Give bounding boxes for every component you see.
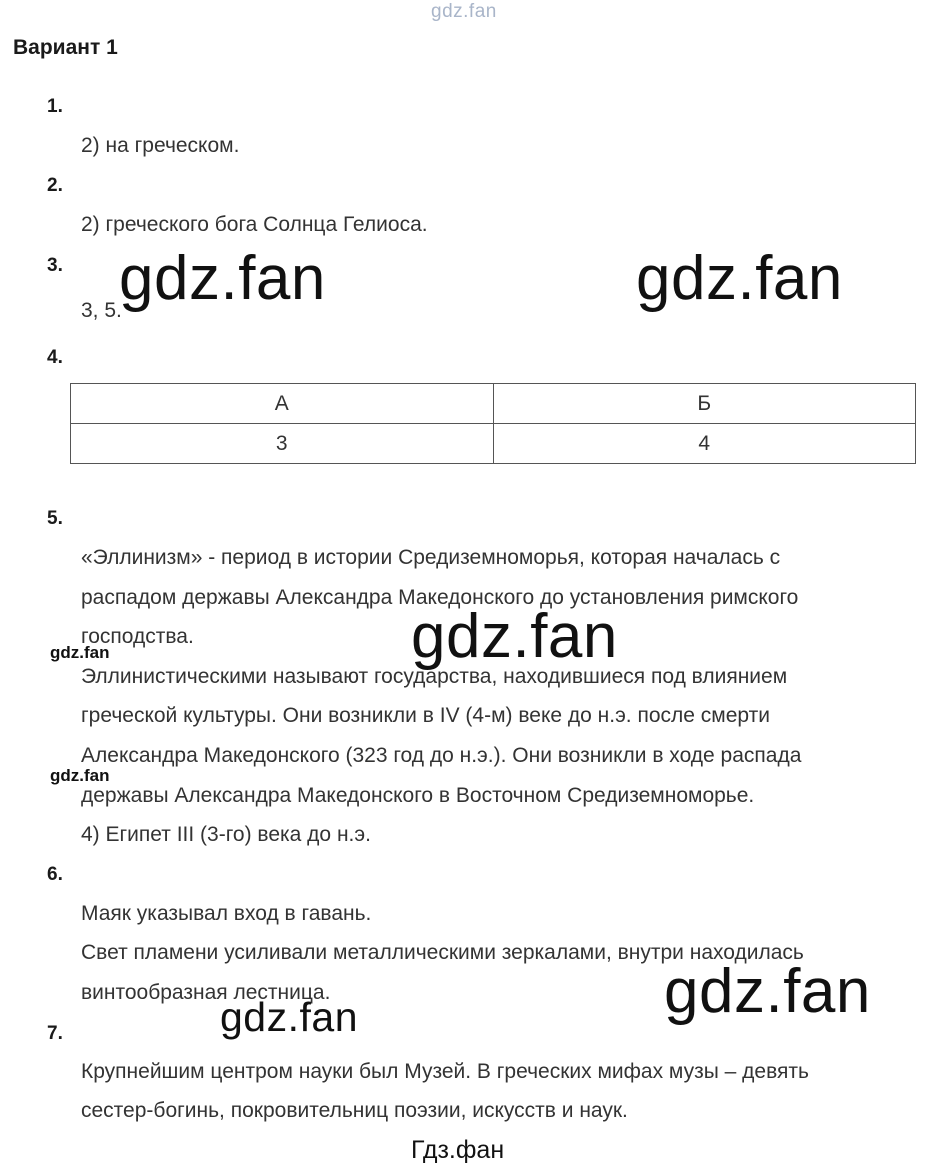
question-5-line: распадом державы Александра Македонского до установления римского bbox=[81, 586, 799, 609]
question-5-line: господства. bbox=[81, 625, 194, 648]
question-3-number: 3. bbox=[47, 255, 63, 276]
question-5-line: державы Александра Македонского в Восточном Средиземноморье. bbox=[81, 784, 755, 807]
question-7-number: 7. bbox=[47, 1023, 63, 1044]
watermark: gdz.fan bbox=[636, 244, 843, 313]
question-5-line: Эллинистическими называют государства, находившиеся под влиянием bbox=[81, 665, 788, 688]
question-5-line: Александра Македонского (323 год до н.э.). Они возникли в ходе распада bbox=[81, 744, 802, 767]
question-7-line: сестер-богинь, покровительниц поэзии, искусств и наук. bbox=[81, 1099, 628, 1122]
question-5-line: 4) Египет III (3-го) века до н.э. bbox=[81, 823, 371, 846]
footer-watermark: Гдз.фан bbox=[411, 1136, 505, 1164]
table-row bbox=[71, 424, 916, 464]
question-1-answer: 2) на греческом. bbox=[81, 134, 240, 157]
question-4-number: 4. bbox=[47, 347, 63, 368]
table-row bbox=[71, 384, 916, 424]
question-5-line: «Эллинизм» - период в истории Средиземноморья, которая началась с bbox=[81, 546, 781, 569]
answer-table bbox=[70, 383, 916, 464]
question-2-number: 2. bbox=[47, 175, 63, 196]
page-title: Вариант 1 bbox=[13, 36, 118, 59]
watermark: gdz.fan bbox=[50, 766, 110, 785]
watermark: gdz.fan bbox=[119, 244, 326, 313]
question-2-answer: 2) греческого бога Солнца Гелиоса. bbox=[81, 213, 428, 236]
question-3-answer: 3, 5. bbox=[81, 299, 122, 322]
watermark: gdz.fan bbox=[411, 602, 618, 671]
question-6-line: Маяк указывал вход в гавань. bbox=[81, 902, 372, 925]
question-6-line: Свет пламени усиливали металлическими зеркалами, внутри находилась bbox=[81, 941, 804, 964]
question-5-line: греческой культуры. Они возникли в IV (4-м) веке до н.э. после смерти bbox=[81, 704, 770, 727]
table-header-cell: Б bbox=[493, 384, 916, 424]
question-5-number: 5. bbox=[47, 508, 63, 529]
watermark: gdz.fan bbox=[664, 957, 871, 1026]
question-6-number: 6. bbox=[47, 864, 63, 885]
question-6-line: винтообразная лестница. bbox=[81, 981, 331, 1004]
question-7-line: Крупнейшим центром науки был Музей. В греческих мифах музы – девять bbox=[81, 1060, 809, 1083]
header-watermark: gdz.fan bbox=[431, 1, 497, 22]
watermark: gdz.fan bbox=[50, 643, 110, 662]
table-value-cell: 4 bbox=[493, 424, 916, 464]
table-header-cell: А bbox=[71, 384, 494, 424]
table-value-cell: 3 bbox=[71, 424, 494, 464]
question-1-number: 1. bbox=[47, 96, 63, 117]
watermark: gdz.fan bbox=[220, 994, 358, 1040]
